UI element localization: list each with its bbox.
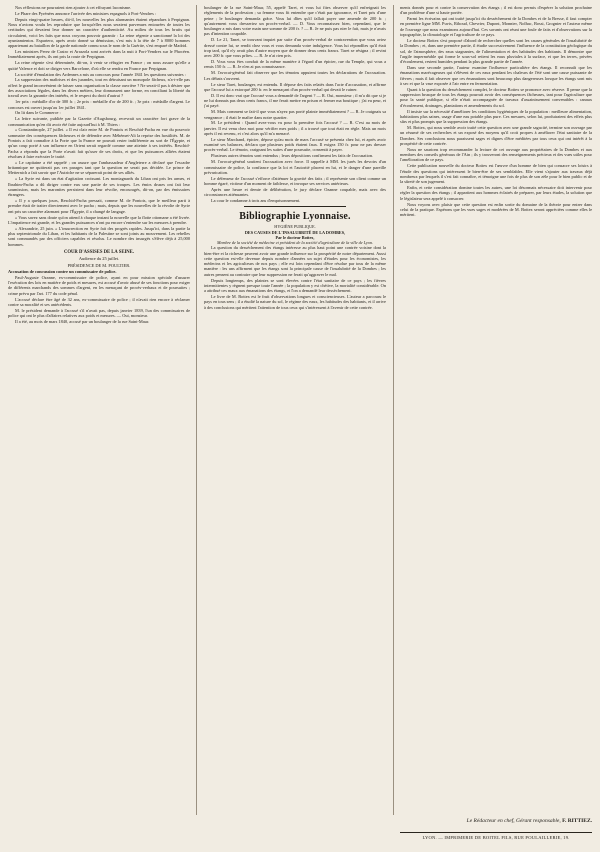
paragraph: Nous voyons avec plaisir que cette question est enfin sortie du domaine de la théorie pour entrer dans celui de la pratique. Espérons que les vues sages et modérées de M. Bottex seront appréciées comme elles le méritent. xyxy=(400,201,592,218)
paragraph: La cour le condamne à trois ans d'emprisonnement. xyxy=(211,198,301,204)
paragraph: M. Mais comment se fait-il que vous n'ayez pas porté plainte immédiatement ? — R. Je craignais sa vengeance ; il était le maître dans notre quartier. xyxy=(204,109,386,120)
section-subheading: Audience du 25 juillet. xyxy=(78,256,120,262)
paragraph: « Constantinople, 27 juillet. « Il est clair entre M. de Pontois et Reschid-Pacha en vue du pourvoir sommaire des conséquences fâcheuses et de défendre avec Méhémet-Ali la reprise des hostilités. M. de Pontois a fait connaître à la Porte que la France ne pouvait rester indifférente au sort de l'Égypte, et qu'un coup porté à son influence en Orient serait regardé comme une atteinte à ses intérêts. Reschid-Pacha a répondu que la Porte n'avait fait qu'user de ses droits, et que les puissances alliées étaient résolues à faire exécuter le traité. xyxy=(8,127,190,159)
paragraph: La reine régente s'est déterminée, dit-on, à venir se réfugier en France ; on nous assure qu'elle a quitté Valence et doit se diriger vers Barcelone, d'où elle se rendra en France par Perpignan. xyxy=(8,60,190,71)
paragraph: Le livre de M. Bottex est le fruit d'observations longues et consciencieuses. L'auteur a parcouru le pays en tous sens ; il a étudié la nature du sol, le régime des eaux, les habitudes des habitants, et il arrive à des conclusions qui méritent l'attention de tous ceux qui s'intéressent à l'avenir de cette contrée. xyxy=(204,294,386,310)
paragraph: Parmi les écrivains qui ont traité jusqu'ici du desséchement de la Dombes et de la Bresse, il faut compter en première ligne MM. Puvis, Riboud, Chevrier, Dupont, Monnier, Nolhac, Bossi, Grognier et l'auteur même de l'ouvrage que nous examinons aujourd'hui. Ces savants ont réuni une foule de faits et d'observations sur la topographie, la climatologie et l'agriculture de ce pays. xyxy=(400,16,592,38)
paragraph: boulanger de la rue Saint-Maur, 55, appelé Taret, et vous lui fites observer qu'il enfreignait les règlements de la profession ; sa femme vous fit entendre que c'était par ignorance, et Taret pris d'une peine ; le boulanger demanda grâce. Vous lui dîtes qu'il fallait payer une amende de 200 fr. ; qu'autrement vous dresseriez un procès-verbal. — D. Vous reconnaissez bien, cependant, que le boulanger a mis dans votre main une somme de 200 fr. ? — R. Je ne puis pas nier le fait, mais je n'avais pas d'intention coupable. xyxy=(204,5,386,37)
paragraph: « Le capitaine a été rappelé ; on assure que l'ambassadeur d'Angleterre a déclaré que l'escadre britannique ne quitterait pas ces parages tant que la question ne serait pas décidée. Le prince de Metternich a fait savoir que l'Autriche ne se séparerait point de ses alliés. xyxy=(8,159,190,176)
column-rule xyxy=(196,5,197,815)
paragraph: Nous ne saurions trop recommander la lecture de cet ouvrage aux propriétaires de la Dombes et aux membres des conseils généraux de l'Ain ; ils y trouveront des renseignements précieux et des vues utiles pour l'amélioration de ce pays. xyxy=(400,146,592,163)
paragraph: Enfin, et cette considération domine toutes les autres, une loi désormais nécessaire doit intervenir pour régler la question des étangs ; il appartient aux hommes éclairés de préparer, par leurs études, la solution que le législateur sera appelé à consacrer. xyxy=(400,185,592,201)
paragraph: Cette publication nouvelle du docteur Bottex est l'œuvre d'un homme de bien qui consacre ses loisirs à l'étude des questions qui intéressent le bien-être de ses semblables. Elle vient s'ajouter aux travaux déjà nombreux par lesquels il s'est fait connaître, et témoigne une fois de plus de son zèle pour le bien public et de la sûreté de son jugement. xyxy=(400,163,592,185)
paragraph: « Vous savez sans doute qu'on attend à chaque instant la nouvelle que la flotte ottomane a été livrée. L'impatience est grande, et les grandes puissances n'ont pu encore s'entendre sur les mesures à prendre. xyxy=(8,214,190,225)
paragraph: Dans une seconde partie, l'auteur examine l'influence particulière des étangs. Il reconnaît que les émanations marécageuses qui s'élèvent de ces eaux pendant les chaleurs de l'été sont une cause puissante de fièvres ; mais il fait observer que ces émanations sont beaucoup plus dangereuses lorsque les étangs sont mis à sec et que la vase exposée à l'air entre en fermentation. xyxy=(400,65,592,86)
paragraph: Le docteur Bottex s'est proposé d'abord de rechercher quelles sont les causes générales de l'insalubrité de la Dombes ; et, dans une première partie, il étudie successivement l'influence de la constitution géologique du sol, de l'atmosphère, des eaux stagnantes, de l'alimentation et des habitudes des habitants. Il démontre que l'argile imperméable qui forme le sous-sol retient les eaux pluviales à la surface, et que les terres, privées d'écoulement, restent humides pendant la plus grande partie de l'année. xyxy=(400,37,592,65)
paragraph: D. Il est donc vrai que l'accusé vous a demandé de l'argent ? — R. Oui, monsieur ; il m'a dit que si je ne lui donnais pas deux cents francs, il me ferait mettre en prison et fermer ma boutique ; j'ai eu peur, et j'ai payé. xyxy=(204,92,386,109)
paragraph: Depuis longtemps, des plaintes se sont élevées contre l'état sanitaire de ce pays ; les fièvres intermittentes y règnent presque toute l'année ; la population y est chétive, la mortalité considérable. On a attribué ces maux aux émanations des étangs, et l'on a demandé leur dessèchement. xyxy=(204,277,386,294)
paragraph: « Alexandrie, 25 juin. « L'insurrection en Syrie fait des progrès rapides. Jusqu'ici, dans la partie la plus septentrionale du Liban, et les habitants de la Palestine se sont joints au mouvement. Les rebelles sont commandés par des officiers capables et résolus. Le nombre des insurgés s'élève déjà à 25,000 hommes. xyxy=(8,225,190,247)
paragraph: Les ministres Perez de Castro et Arrazola sont arrivés dans la nuit à Port-Vendres sur le Phocéen. Immédiatement après, ils ont pris la route de Perpignan. xyxy=(8,49,190,60)
paragraph: La suppression des maîtrises et des jurandes, tout en détruisant un monopole fâcheux, n'a-t-elle pas offert le grand inconvénient de laisser sans organisation la classe ouvrière ? Ne serait-il pas à désirer que des associations légales, dans les divers métiers, leur donnassent une forme, en conciliant la liberté du travail avec la garantie des intérêts, et le respect du droit d'autrui ? xyxy=(8,77,190,99)
paragraph: « Il y a quelques jours, Reschid-Pacha pressait, comme M. de Pontois, que le meilleur parti à prendre était de traiter directement avec le pacha ; mais, depuis que les nouvelles de la révolte de Syrie ont pris un caractère alarmant pour l'Égypte, il a changé de langage. xyxy=(8,198,190,214)
paragraph: Plusieurs autres témoins sont entendus ; leurs dépositions confirment les faits de l'accusation. xyxy=(211,153,374,159)
paragraph: Le sieur Marchand, épicier, dépose qu'au mois de mars l'accusé se présenta chez lui, et après avoir examiné ses balances, déclara que plusieurs poids étaient faux. Il exigea 150 fr. pour ne pas dresser procès-verbal. Le témoin, craignant les suites d'une poursuite, consentit à payer. xyxy=(204,136,386,153)
printer-imprint: LYON. — IMPRIMERIE DE BOITEL FILS, RUE POULAILLERIE, 19. xyxy=(400,832,592,840)
paragraph: Paul-Auguste Ozanne, ex-commissaire de police, ayant en pour mission spéciale d'assurer l'exécution des lois en matière de poids et mesures, est accusé d'avoir abusé de ses fonctions pour exiger de différents marchands des sommes d'argent, en les menaçant de procès-verbaux et de poursuites ; crime prévu par l'art. 177 du code pénal. xyxy=(8,274,190,296)
paragraph: M. Bottex, qui nous semble avoir traité cette question avec une grande sagacité, termine son ouvrage par un résumé de ses recherches et un exposé des moyens qu'il croit propres à améliorer l'état sanitaire de la Dombes. Ses conclusions nous paraissent sages et dignes d'être méditées par tous ceux qui ont intérêt à la prospérité de cette contrée. xyxy=(400,125,592,146)
paragraph: D. Le 21, Tanet, se trouvant inquiet par suite d'un procès-verbal de contravention que vous aviez dressé contre lui, se rendit chez vous et vous demanda votre indulgence. Vous lui répondîtes qu'il était trop tard, qu'il n'y avait plus d'autre moyen que de donner deux cents francs. Taret se résigna ; il revint avec 200 fr. que vous prîtes. — R. Je n'ai rien pris. xyxy=(204,37,386,59)
section-heading: COUR D'ASSISES DE LA SEINE. xyxy=(64,249,134,255)
paragraph: Nos réflexions ne pourraient rien ajouter à cet effrayant laconisme. xyxy=(15,5,132,10)
bibliography-heading: Bibliographie Lyonnaise. xyxy=(239,211,351,223)
paragraph: M. le président demande à l'accusé s'il n'avait pas, depuis janvier 1839, l'un des commissaires de police qui ont le plus d'affaires relatives aux poids et mesures. — Oui, monsieur. xyxy=(8,307,190,319)
paragraph: L'accusé déclare être âgé de 32 ans, ex-commissaire de police ; il n'avait rien encore à réclamer contre sa moralité et ses antécédents. xyxy=(8,296,190,307)
editor-signature xyxy=(400,818,592,824)
editor-name: F. RITTIEZ. xyxy=(562,818,592,824)
paragraph: Il insiste sur la nécessité d'améliorer les conditions hygiéniques de la population : meilleure alimentation, habitations plus saines, usage d'une eau potable plus pure. Ces mesures, selon lui, produiraient des effets plus sûrs et plus prompts que la suppression des étangs. xyxy=(400,108,592,125)
paragraph: ments donnés pour et contre la conservation des étangs ; il est donc permis d'espérer la solution prochaine d'un problème d'une si haute portée. xyxy=(400,5,592,16)
column-right xyxy=(400,5,592,813)
book-author: Par le docteur Bottex, xyxy=(275,234,315,240)
paragraph: Depuis vingt-quatre heures, dit-il, les nouvelles les plus alarmantes étaient répandues à Perpignan. Nous n'avions voulu les reproduire que lorsqu'elles nous seraient parvenues entourées de toutes les certitudes qui devaient leur donner un caractère d'authenticité. Au milieu de tous les bruits qui circulaient, voici les faits que nous croyons pouvoir garantir : La reine régente a sanctionné la loi des ayuntamientos. Espartero, après avoir donné sa démission, s'est mis à la tête de 7 à 8000 hommes appartenant au bataillon de la garde nationale connu sous le nom de la Guérite, s'est emparé de Madrid. xyxy=(8,16,190,49)
paragraph: Le Phare des Pyrénées annonce l'arrivée des ministres espagnols à Port-Vendres : xyxy=(15,10,157,16)
paragraph: On lit dans le Commerce : xyxy=(15,110,61,116)
paragraph: Il a été, au mois de mars 1840, accusé par un boulanger de la rue Saint-Maur. xyxy=(15,318,150,324)
paragraph: Quant à la question du desséchement complet, le docteur Bottex se prononce avec réserve. Il pense que la suppression brusque de tous les étangs pourrait avoir des conséquences fâcheuses, tant pour l'agriculture que pour la santé publique, si elle n'était accompagnée de travaux d'assainissement convenables : canaux d'écoulement, drainages, plantations et amendements du sol. xyxy=(400,86,592,108)
paragraph: La société d'émulation des Ardennes a mis au concours pour l'année 1841 les questions suivantes : xyxy=(15,71,186,77)
paragraph: M. l'avocat-général fait observer que les témoins appuient toutes les déclarations de l'accusation. Les débats s'ouvrent. xyxy=(204,70,386,81)
section-presidency: PRÉSIDENCE DE M. POULTIER. xyxy=(67,262,131,268)
divider xyxy=(244,206,346,207)
editor-label: Le Rédacteur en chef, Gérant responsable, xyxy=(466,818,561,824)
paragraph: La question du desséchement des étangs intéresse au plus haut point une contrée voisine dont la bien-être et la richesse peuvent avoir une grande influence sur la prospérité de notre département. Aussi cette question est-elle devenue depuis nombre d'années un sujet d'études pour les économistes, les médecins et les agriculteurs de nos pays ; elle est loin cependant d'être résolue par tous de la même manière : les uns affirment que les étangs sont la principale cause de l'insalubrité de la Dombes ; les autres pensent au contraire que leur suppression ne ferait qu'aggraver le mal. xyxy=(204,245,386,277)
book-title: DES CAUSES DE L'INSALUBRITÉ DE LA DOMBES, xyxy=(244,229,346,235)
paragraph: 1er prix : médaille d'or de 300 fr. ; 2e prix : médaille d'or de 200 fr. ; 3e prix : médaille d'argent. Le concours est ouvert jusqu'au 1er juillet 1841. xyxy=(8,99,190,110)
paragraph: « La Syrie est dans un état d'agitation croissant. Les montagnards du Liban ont pris les armes, et Ibrahim-Pacha a dû diriger contre eux une partie de ses troupes. Les émirs druses ont fait leur soumission, mais les maronites persistent dans leur révolte, encouragés, dit-on, par des émissaires étrangers. xyxy=(8,176,190,198)
paragraph: D. Vous vous êtes conduit de la même manière à l'égard d'un épicier, rue du Temple, qui vous a remis 150 fr. — R. Je n'en ai pas connaissance. xyxy=(204,59,386,70)
paragraph: M. Le président : Quand avez-vous vu pour la première fois l'accusé ? — R. C'est au mois de janvier. Il est venu chez moi pour vérifier mes poids ; il a trouvé que tout était en règle. Mais un mois après il est revenu, et c'est alors qu'il m'a menacé. xyxy=(204,120,386,136)
column-rule xyxy=(393,5,394,815)
paragraph: Le sieur Taret, boulanger, est entendu. Il dépose des faits relatés dans l'acte d'accusation, et affirme que l'accusé lui a extorqué 200 fr. en le menaçant d'un procès-verbal qui devait le ruiner. xyxy=(204,81,386,92)
column-middle xyxy=(204,5,386,815)
paragraph: M. l'avocat-général soutient l'accusation avec force. Il rappelle à MM. les jurés les devoirs d'un commissaire de police, la confiance que la loi et l'autorité placent en lui, et le danger d'une pareille prévarication. xyxy=(204,159,386,175)
paragraph: La lettre suivante, publiée par la Gazette d'Augsbourg, recevrait un caractère fort grave de la communication qu'en dit avoir été faite aujourd'hui à M. Thiers : xyxy=(8,116,190,127)
section-lead: Accusation de concussion contre un commissaire de police. xyxy=(8,268,117,274)
paragraph: Après une heure et demie de délibération, le jury déclare Ozanne coupable, mais avec des circonstances atténuantes. xyxy=(204,186,386,198)
author-affiliation: Membre de la société de médecine et président de la société d'agriculture de la ville de Lyon. xyxy=(217,240,373,246)
column-left xyxy=(8,5,190,815)
paragraph: Le défenseur de l'accusé s'efforce d'atténuer la gravité des faits ; il représente son client comme un homme égaré, victime d'un moment de faiblesse, et invoque ses services antérieurs. xyxy=(204,175,386,187)
bibliography-rubric: HYGIÈNE PUBLIQUE. xyxy=(274,224,316,230)
